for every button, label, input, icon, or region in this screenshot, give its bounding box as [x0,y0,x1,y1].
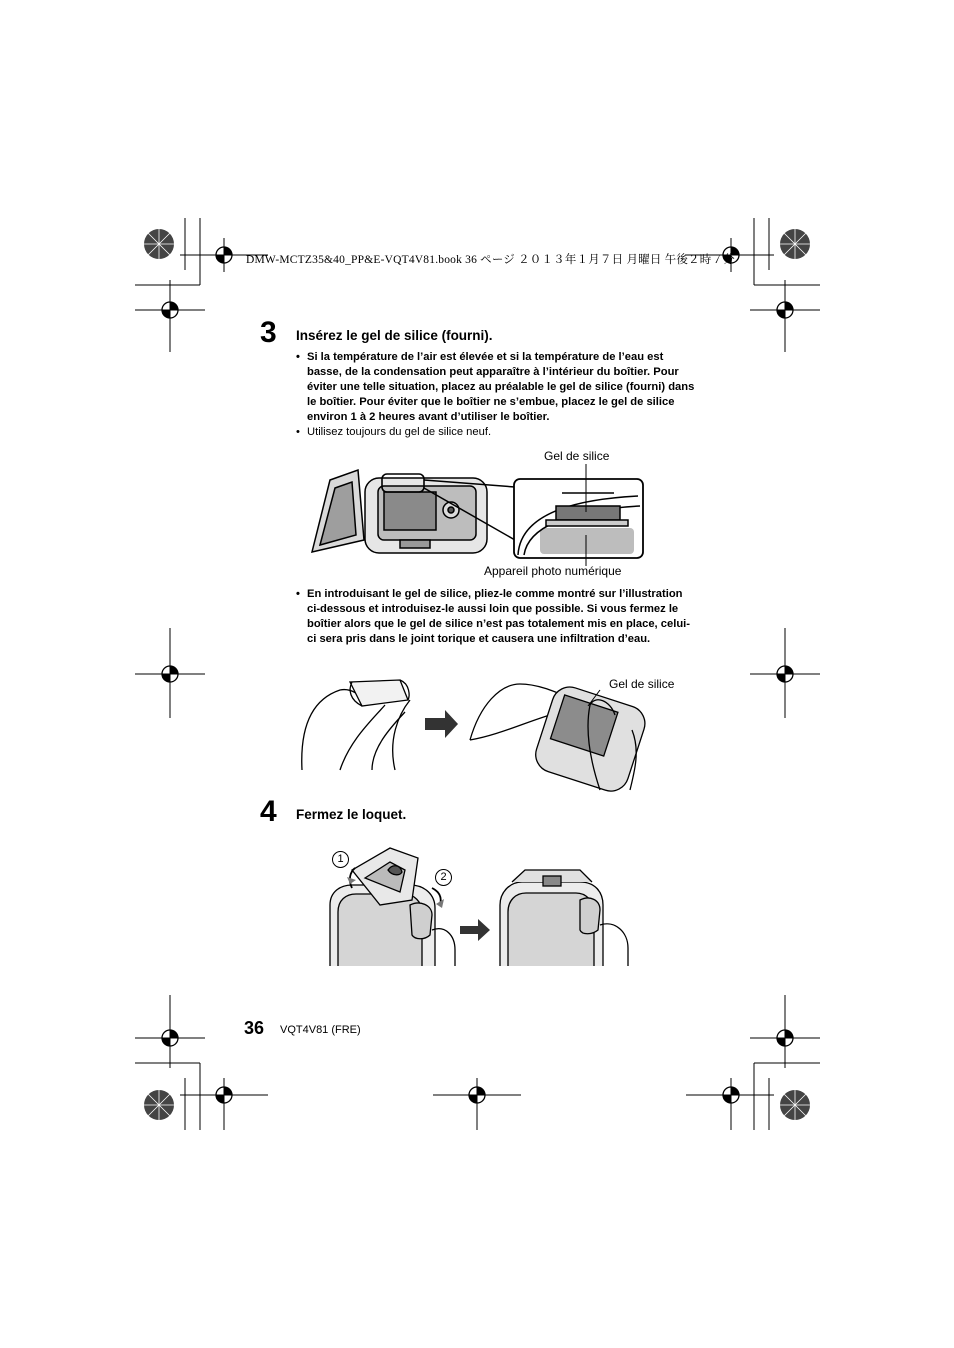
step-3-number: 3 [260,316,277,349]
step-3-bullet-2: • Utilisez toujours du gel de silice neuf. [296,426,492,438]
callout-circle-2: 2 [435,869,452,886]
page-number: 36 [244,1018,265,1038]
step-4-title: Fermez le loquet. [296,807,407,822]
fig2-label-silica-gel: Gel de silice [609,677,675,691]
fig1-label-camera: Appareil photo numérique [484,564,622,578]
step-3-bullet-3: • En introduisant le gel de silice, pliez-le comme montré sur l’illustration ci-dessous et introduisez-le aussi loin que possible. Si vous fermez le boîtier alors que le gel de silice n’est pas totalement mis en place, celui-ci sera pris dans le joint torique et causera une infiltration d’eau. [296,588,690,645]
print-header: DMW-MCTZ35&40_PP&E-VQT4V81.book 36 ページ ２０１３年１月７日 月曜日 午後２時７分 [246,254,735,266]
fig1-label-silica-gel: Gel de silice [544,449,610,463]
step-4-number: 4 [260,795,277,828]
callout-circle-1: 1 [332,851,349,868]
step-3-bullet-1: • Si la température de l’air est élevée et si la température de l’eau est basse, de la condensation peut apparaître à l’intérieur du boîtier. Pour éviter une telle situation, placez au préalable le gel de silice (fourni) dans le boîtier. Pour éviter que le boîtier ne s’embue, placez le gel de silice environ 1 à 2 heures avant d’utiliser le boîtier. [296,351,695,423]
step-3-title: Insérez le gel de silice (fourni). [296,328,493,343]
document-code: VQT4V81 (FRE) [280,1024,361,1036]
